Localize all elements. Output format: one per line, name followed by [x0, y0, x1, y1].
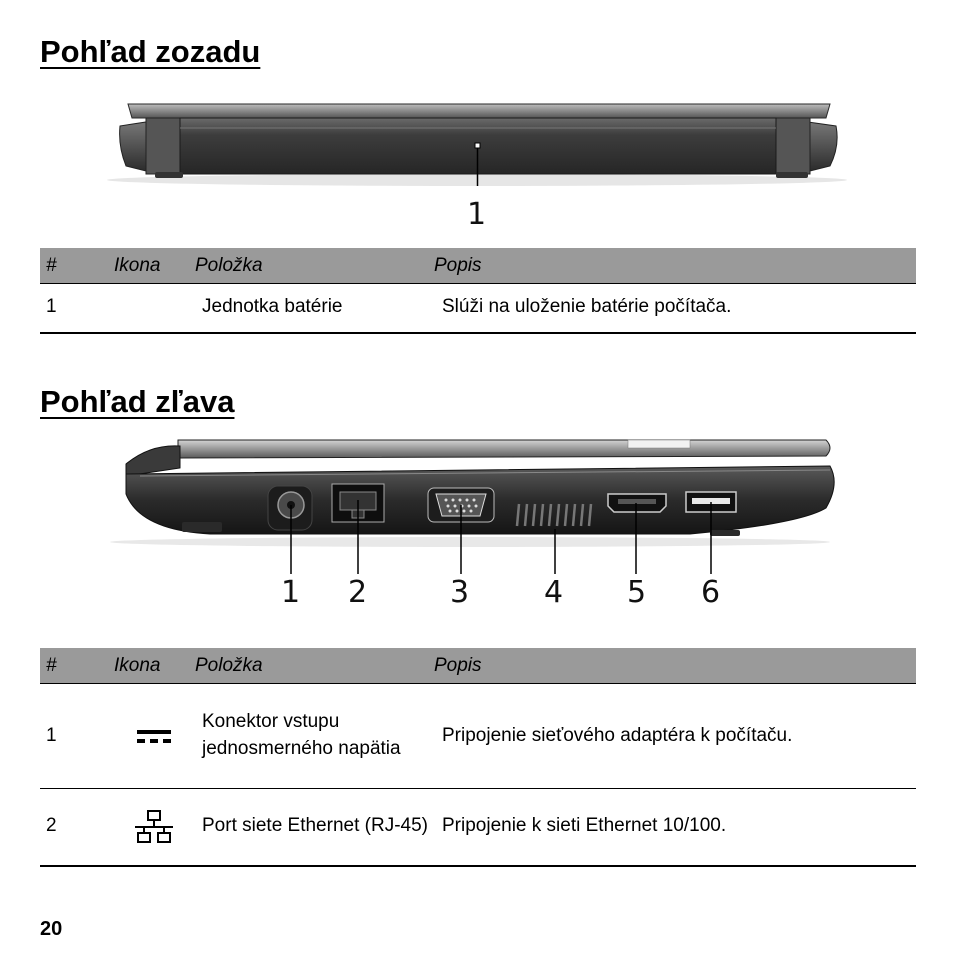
header-item: Položka [194, 249, 434, 284]
header-icon: Ikona [114, 649, 194, 684]
row-icon-cell [114, 789, 194, 866]
header-number: # [40, 649, 114, 684]
callout-left-1: 1 [281, 575, 301, 610]
header-description: Popis [434, 249, 916, 284]
row-icon-cell [114, 284, 194, 333]
callout-left-2: 2 [348, 575, 368, 610]
row-description: Pripojenie k sieti Ethernet 10/100. [434, 789, 916, 866]
left-view-table [40, 648, 916, 867]
ethernet-network-icon [133, 809, 175, 845]
row-description: Pripojenie sieťového adaptéra k počítaču. [434, 684, 916, 789]
laptop-left-view-illustration [0, 434, 954, 574]
callout-left-6: 6 [701, 575, 721, 610]
header-number: # [40, 249, 114, 284]
section-title-left-view: Pohľad zľava [40, 384, 235, 419]
row-item: Konektor vstupu jednosmerného napätia [194, 684, 434, 789]
rear-view-table [40, 248, 916, 334]
dc-power-icon [135, 724, 173, 748]
row-number: 1 [40, 284, 114, 333]
table-header-row [40, 249, 916, 284]
table-header-row [40, 649, 916, 684]
callout-rear-1: 1 [467, 197, 487, 232]
laptop-rear-view-illustration [0, 96, 954, 196]
callout-left-3: 3 [450, 575, 470, 610]
row-number: 2 [40, 789, 114, 866]
table-row [40, 684, 916, 789]
row-number: 1 [40, 684, 114, 789]
row-item: Port siete Ethernet (RJ-45) [194, 789, 434, 866]
row-item: Jednotka batérie [194, 284, 434, 333]
header-description: Popis [434, 649, 916, 684]
table-row [40, 284, 916, 333]
row-description: Slúži na uloženie batérie počítača. [434, 284, 916, 333]
header-icon: Ikona [114, 249, 194, 284]
callout-left-4: 4 [544, 575, 564, 610]
row-icon-cell [114, 684, 194, 789]
section-title-rear-view: Pohľad zozadu [40, 34, 261, 69]
page-number: 20 [40, 918, 63, 940]
header-item: Položka [194, 649, 434, 684]
table-row [40, 789, 916, 866]
callout-left-5: 5 [627, 575, 647, 610]
